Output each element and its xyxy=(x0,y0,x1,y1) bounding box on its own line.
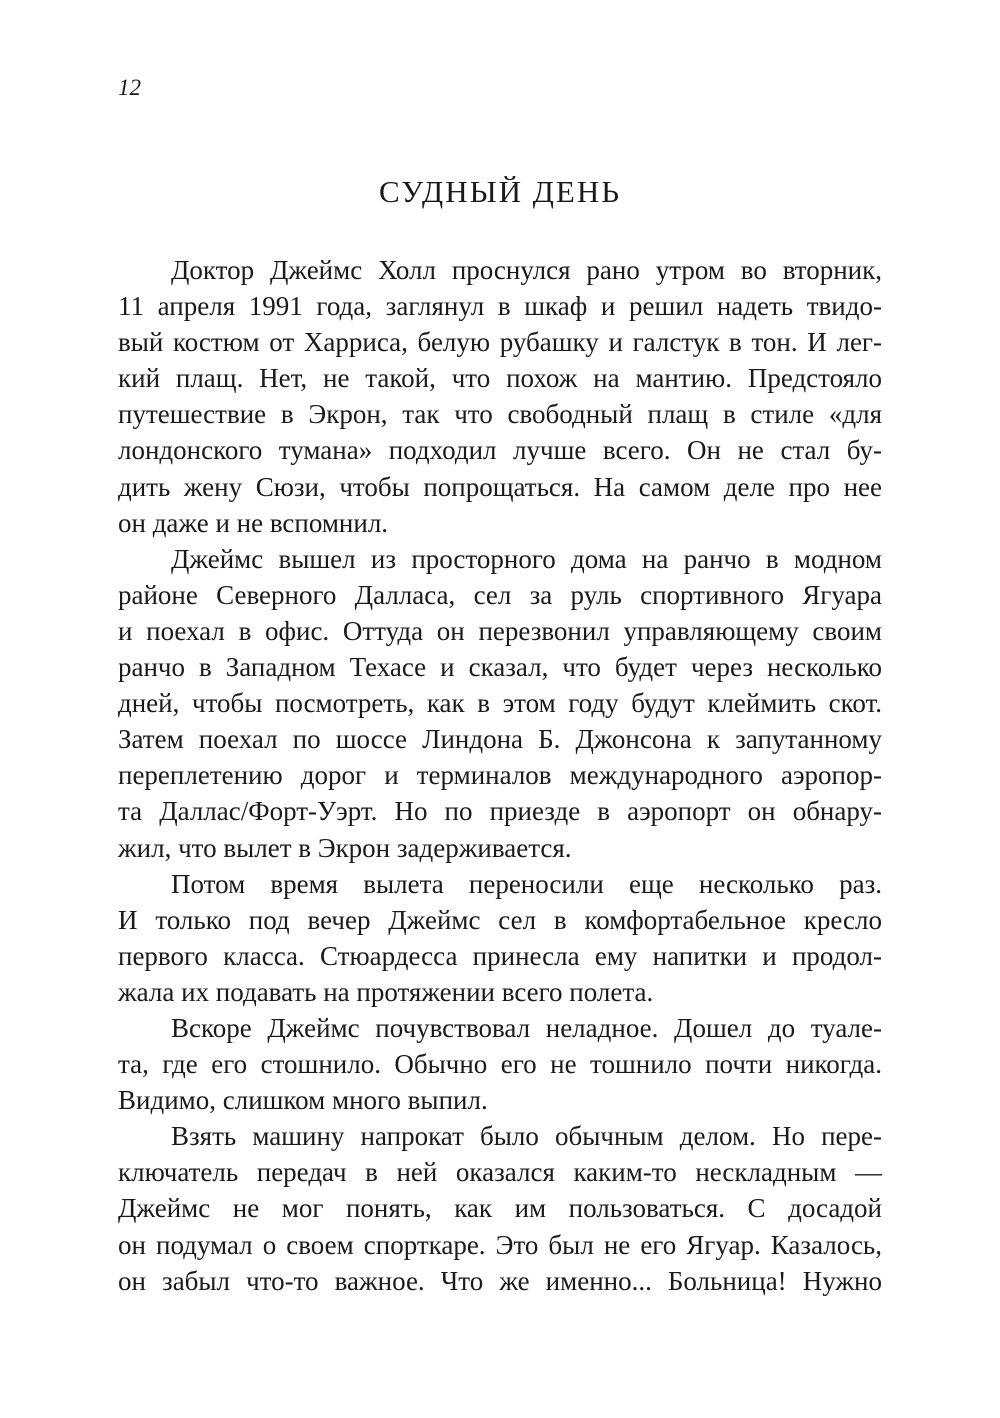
text-line: первого класса. Стюардесса принесла ему напитки и продол- xyxy=(118,940,882,971)
text-line: кий плащ. Нет, не такой, что похож на мантию. Предстояло xyxy=(118,363,882,394)
text-line: та, где его стошнило. Обычно его не тошнило почти никогда. xyxy=(118,1049,882,1080)
text-line: ранчо в Западном Техасе и сказал, что будет через несколько xyxy=(118,652,882,683)
text-line: Потом время вылета переносили еще несколько раз. xyxy=(171,868,882,899)
text-line: 11 апреля 1991 года, заглянул в шкаф и решил надеть твидо- xyxy=(118,291,882,322)
text-line: та Даллас/Форт-Уэрт. Но по приезде в аэропорт он обнару- xyxy=(118,796,882,827)
text-line: районе Северного Далласа, сел за руль спортивного Ягуара xyxy=(118,579,882,610)
paragraph xyxy=(118,541,882,866)
text-line: и поехал в офис. Оттуда он перезвонил управляющему своим xyxy=(118,615,882,646)
text-line: Взять машину напрокат было обычным делом. Но пере- xyxy=(171,1121,882,1152)
text-line: он подумал о своем спорткаре. Это был не его Ягуар. Казалось, xyxy=(118,1229,882,1260)
text-line: Вскоре Джеймс почувствовал неладное. Дошел до туале- xyxy=(171,1012,882,1043)
body-text xyxy=(118,252,882,1299)
text-line: Затем поехал по шоссе Линдона Б. Джонсона к запутанному xyxy=(118,724,882,755)
text-line: он даже и не вспомнил. xyxy=(118,507,389,538)
page-number: 12 xyxy=(118,75,141,100)
text-line: Доктор Джеймс Холл проснулся рано утром во вторник, xyxy=(171,255,882,285)
text-line: он забыл что-то важное. Что же именно... Больница! Нужно xyxy=(118,1265,882,1296)
text-line: ключатель передач в ней оказался каким-то нескладным — xyxy=(118,1157,882,1188)
text-line: Видимо, слишком много выпил. xyxy=(118,1085,488,1116)
text-line: лондонского тумана» подходил лучше всего. Он не стал бу- xyxy=(118,435,882,466)
text-line: вый костюм от Харриса, белую рубашку и галстук в тон. И лег- xyxy=(118,327,882,358)
paragraph xyxy=(118,1010,882,1118)
paragraph xyxy=(118,252,882,541)
text-line: переплетению дорог и терминалов международного аэропор- xyxy=(118,760,882,791)
text-line: жала их подавать на протяжении всего полета. xyxy=(118,976,654,1007)
text-line: И только под вечер Джеймс сел в комфортабельное кресло xyxy=(118,904,882,935)
text-line: путешествие в Экрон, так что свободный плащ в стиле «для xyxy=(118,399,882,430)
text-line: дней, чтобы посмотреть, как в этом году будут клеймить скот. xyxy=(118,688,882,719)
chapter-title: СУДНЫЙ ДЕНЬ xyxy=(378,174,622,209)
text-line: дить жену Сюзи, чтобы попрощаться. На самом деле про нее xyxy=(118,471,882,502)
text-line: жил, что вылет в Экрон задерживается. xyxy=(118,832,572,863)
paragraph xyxy=(118,866,882,1010)
paragraph xyxy=(118,1118,882,1298)
text-line: Джеймс вышел из просторного дома на ранчо в модном xyxy=(171,543,882,574)
text-line: Джеймс не мог понять, как им пользоваться. С досадой xyxy=(118,1193,882,1224)
